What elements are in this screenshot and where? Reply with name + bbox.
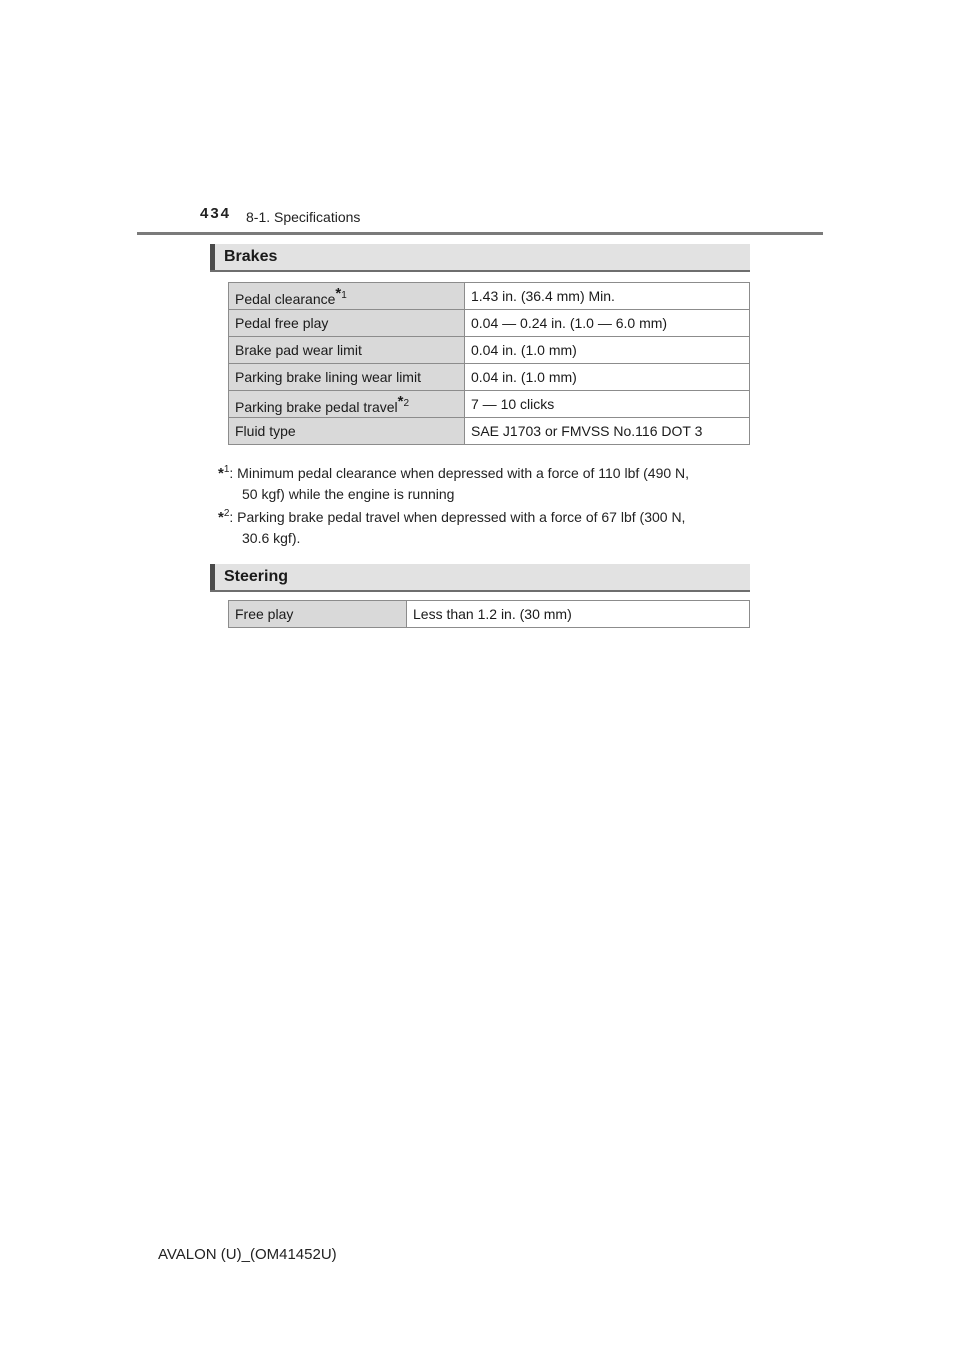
row-label: Brake pad wear limit bbox=[229, 337, 465, 364]
row-label: Parking brake lining wear limit bbox=[229, 364, 465, 391]
brakes-table bbox=[228, 282, 750, 445]
row-label: Pedal free play bbox=[229, 310, 465, 337]
footnote-continuation: 50 kgf) while the engine is running bbox=[242, 486, 455, 502]
row-label bbox=[229, 391, 465, 418]
table-row bbox=[229, 418, 750, 445]
document-id: AVALON (U)_(OM41452U) bbox=[158, 1246, 337, 1263]
footnote-ref: *2 bbox=[397, 393, 410, 410]
table-row bbox=[229, 310, 750, 337]
row-value: SAE J1703 or FMVSS No.116 DOT 3 bbox=[465, 418, 750, 445]
brakes-heading: Brakes bbox=[224, 248, 278, 265]
row-value: 0.04 — 0.24 in. (1.0 — 6.0 mm) bbox=[465, 310, 750, 337]
steering-heading: Steering bbox=[224, 568, 289, 585]
steering-heading-bar bbox=[210, 564, 750, 592]
row-label: Fluid type bbox=[229, 418, 465, 445]
footnote-1 bbox=[218, 460, 750, 504]
row-label-text: Pedal clearance bbox=[235, 291, 336, 307]
section-title: 8-1. Specifications bbox=[246, 209, 361, 225]
row-value: Less than 1.2 in. (30 mm) bbox=[407, 601, 750, 628]
table-row bbox=[229, 283, 750, 310]
footnote-2 bbox=[218, 504, 750, 548]
brakes-heading-bar bbox=[210, 244, 750, 272]
page-number: 434 bbox=[200, 205, 232, 222]
table-row bbox=[229, 364, 750, 391]
row-value: 1.43 in. (36.4 mm) Min. bbox=[465, 283, 750, 310]
row-value: 7 — 10 clicks bbox=[465, 391, 750, 418]
row-label-text: Parking brake pedal travel bbox=[235, 399, 398, 415]
row-label bbox=[229, 283, 465, 310]
footnote-text: : Parking brake pedal travel when depressed with a force of 67 lbf (300 N, bbox=[229, 509, 686, 525]
footnote-marker: *$^2$ bbox=[218, 508, 230, 526]
table-row bbox=[229, 337, 750, 364]
row-value: 0.04 in. (1.0 mm) bbox=[465, 364, 750, 391]
row-value: 0.04 in. (1.0 mm) bbox=[465, 337, 750, 364]
table-row bbox=[229, 601, 750, 628]
header-rule bbox=[137, 232, 823, 235]
footnote-continuation: 30.6 kgf). bbox=[242, 530, 301, 546]
table-row bbox=[229, 391, 750, 418]
footnote-marker: *$^1$ bbox=[218, 464, 230, 482]
footnote-text: : Minimum pedal clearance when depressed with a force of 110 lbf (490 N, bbox=[229, 465, 690, 481]
steering-table bbox=[228, 600, 750, 628]
row-label: Free play bbox=[229, 601, 407, 628]
footnote-ref: *1 bbox=[335, 285, 347, 302]
